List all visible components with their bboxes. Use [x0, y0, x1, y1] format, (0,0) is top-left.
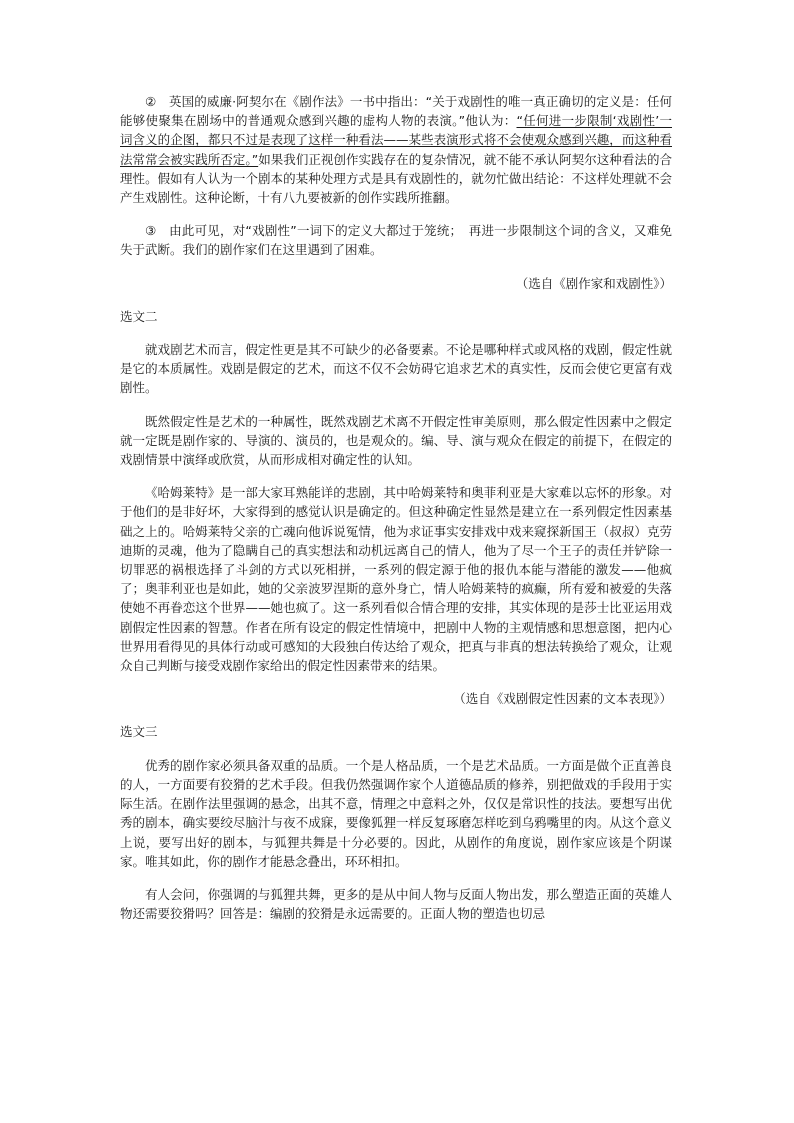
excerpt2-paragraph-3: 《哈姆莱特》是一部大家耳熟能详的悲剧，其中哈姆莱特和奥菲利亚是大家难以忘怀的形象。对于他们的是非好坏，大家得到的感觉认识是确定的。但这种确定性显然是建立在一系列假定性因素基础之上的。哈姆莱特父亲的亡魂向他诉说冤情，他为求证事实安排戏中戏来窥探新国王（叔叔）克劳迪斯的灵魂，他为了隐瞒自己的真实想法和动机远离自己的情人，他为了尽一个王子的责任并铲除一切罪恶的祸根选择了斗剑的方式以死相拼，一系列的假定源于他的报仇本能与潜能的激发——他疯了；奥菲利亚也是如此，她的父亲波罗涅斯的意外身亡，情人哈姆莱特的疯癫，所有爱和被爱的失落使她不再眷恋这个世界——她也疯了。这一系列看似合情合理的安排，其实体现的是莎士比亚运用戏剧假定性因素的智慧。作者在所有设定的假定性情境中，把剧中人物的主观情感和思想意图，把内心世界用看得见的具体行动或可感知的大段独白传达给了观众，把真与非真的想法转换给了观众，让观众自己判断与接受戏剧作家给出的假定性因素带来的结果。: [120, 485, 672, 674]
document-page: [120, 92, 672, 923]
excerpt1-paragraph-2-end: 如果我们正视创作实践存在的复杂情况，就不能不承认阿契尔这种看法的合理性。假如有人认为一个剧本的某种处理方式是具有戏剧性的，就勿忙做出结论：不这样处理就不会产生戏剧性。这种论断，十有八九要被新的创作实践所推翻。: [120, 151, 672, 206]
excerpt3-heading: 选文三: [120, 724, 158, 740]
excerpt1-paragraph-2: [120, 92, 672, 207]
excerpt1-paragraph-2-start: ② 英国的威廉·阿契尔在《剧作法》一书中指出：“关于戏剧性的唯一真正确切的定义是：任何能够使聚集在剧场中的普通观众感到兴趣的虚构人物的表演。”他认为：: [120, 94, 672, 129]
excerpt2-paragraph-2: 既然假定性是艺术的一种属性，既然戏剧艺术离不开假定性审美原则，那么假定性因素中之假定就一定既是剧作家的、导演的、演员的，也是观众的。编、导、演与观众在假定的前提下，在假定的戏剧情景中演绎或欣赏，从而形成相对确定性的认知。: [120, 413, 672, 468]
excerpt2-source: （选自《戏剧假定性因素的文本表现》）: [453, 691, 672, 707]
excerpt1-underlined-quote: “任何进一步限制‘戏剧性’一词含义的企图，都只不过是表现了这样一种看法——某些表演形式将不会使观众感到兴趣，而这种看法常常会被实践所否定。”: [120, 113, 672, 167]
excerpt3-paragraph-2: 有人会问，你强调的与狐狸共舞，更多的是从中间人物与反面人物出发，那么塑造正面的英雄人物还需要狡猾吗？回答是：编剧的狡猾是永远需要的。正面人物的塑造也切忌: [120, 886, 672, 922]
excerpt2-paragraph-1: 就戏剧艺术而言，假定性更是其不可缺少的必备要素。不论是哪种样式或风格的戏剧，假定性就是它的本质属性。戏剧是假定的艺术，而这不仅不会妨碍它追求艺术的真实性，反而会使它更富有戏剧性。: [120, 342, 672, 396]
excerpt3-paragraph-1: 优秀的剧作家必须具备双重的品质。一个是人格品质，一个是艺术品质。一方面是做个正直善良的人，一方面要有狡猾的艺术手段。但我仍然强调作家个人道德品质的修养，别把做戏的手段用于实际生活。在剧作法里强调的悬念，出其不意，情理之中意料之外，仅仅是常识性的技法。要想写出优秀的剧本，确实要绞尽脑汁与夜不成寐，要像狐狸一样反复琢磨怎样吃到乌鸦嘴里的肉。从这个意义上说，要写出好的剧本，与狐狸共舞是十分必要的。因此，从剧作的角度说，剧作家应该是个阴谋家。唯其如此，你的剧作才能悬念叠出，环环相扣。: [120, 757, 672, 869]
excerpt2-heading: 选文二: [120, 308, 158, 324]
excerpt1-source: （选自《剧作家和戏剧性》）: [515, 275, 672, 291]
excerpt1-paragraph-3: ③ 由此可见，对“戏剧性”一词下的定义大都过于笼统； 再进一步限制这个词的含义，又难免失于武断。我们的剧作家们在这里遇到了困难。: [120, 223, 672, 258]
